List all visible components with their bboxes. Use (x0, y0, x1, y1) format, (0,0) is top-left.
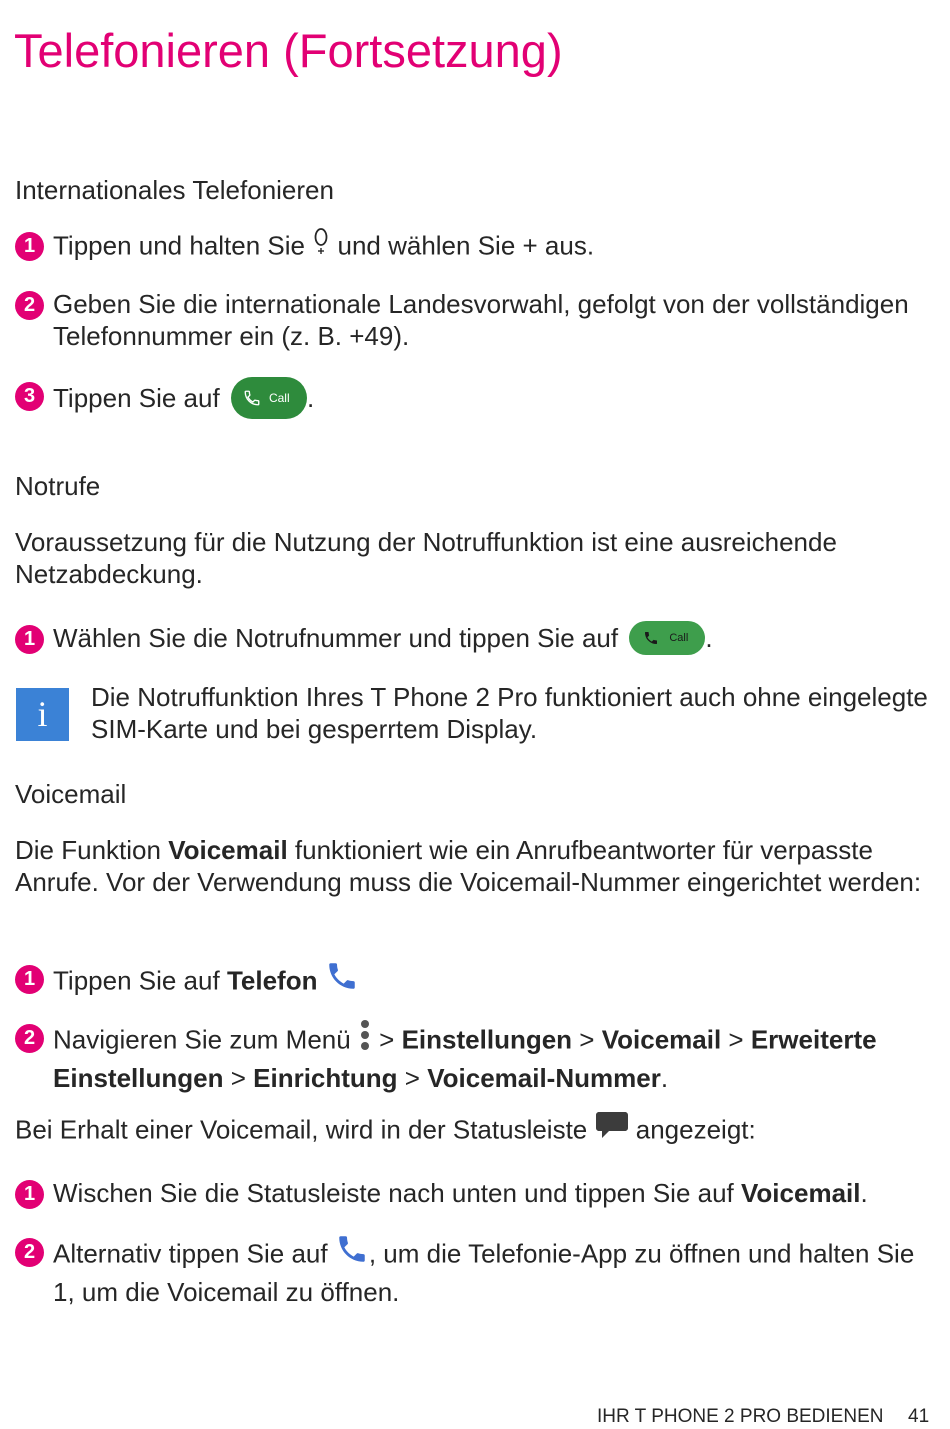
step-text: . (306, 382, 315, 413)
call-button (231, 377, 307, 419)
list-item (15, 622, 935, 657)
step-bold: Einstellungen (401, 1024, 573, 1055)
separator: > (728, 1024, 744, 1055)
paragraph: Voraussetzung für die Nutzung der Notruffunktion ist eine ausreichende Netzabdeckung. (15, 527, 837, 589)
list-item (15, 1235, 935, 1308)
separator: > (230, 1063, 246, 1093)
step-text: . (705, 623, 713, 653)
phone-app-icon (325, 959, 359, 1000)
step-text: Wählen Sie die Notrufnummer und tippen Sie auf (53, 623, 619, 653)
list-item (15, 288, 935, 352)
section-heading-emergency: Notrufe (15, 471, 101, 501)
step-text: Alternativ tippen Sie auf (53, 1238, 328, 1269)
step-text: Geben Sie die internationale Landesvorwahl, gefolgt von der vollständigen Telefonnummer ein (z. B. +49). (53, 289, 909, 351)
call-button-label: Call (268, 391, 290, 405)
step-number: 1 (15, 625, 44, 654)
step-bold: Voicemail (601, 1024, 722, 1055)
step-number: 1 (15, 232, 44, 261)
page-number: 41 (908, 1406, 930, 1427)
info-icon: i (16, 688, 69, 741)
list-item (15, 229, 935, 266)
list-item (15, 962, 935, 1003)
step-text: Navigieren Sie zum Menü (53, 1024, 351, 1055)
step-bold: Einrichtung (253, 1063, 398, 1093)
more-vert-icon (358, 1018, 372, 1059)
section-heading-voicemail: Voicemail (15, 779, 127, 809)
zero-plus-key-icon (312, 226, 330, 263)
step-number: 3 (15, 382, 44, 411)
step-number: 1 (15, 1180, 44, 1209)
call-button-label: Call (669, 632, 689, 645)
paragraph-bold: Voicemail (168, 835, 288, 865)
footer-section: IHR T PHONE 2 PRO BEDIENEN (597, 1406, 884, 1427)
phone-app-icon (335, 1232, 369, 1273)
step-text: und wählen Sie + aus. (337, 230, 595, 261)
phone-icon (243, 389, 261, 407)
list-item (15, 1177, 935, 1209)
paragraph-text: Bei Erhalt einer Voicemail, wird in der Statusleiste (15, 1114, 588, 1145)
info-text: Die Notruffunktion Ihres T Phone 2 Pro funktioniert auch ohne eingelegte SIM-Karte und bei gesperrtem Display. (91, 682, 928, 744)
step-number: 2 (15, 1238, 44, 1267)
paragraph (15, 834, 935, 898)
step-bold: Telefon (226, 965, 318, 996)
step-text: . (860, 1178, 868, 1208)
step-text: Wischen Sie die Statusleiste nach unten und tippen Sie auf (53, 1178, 734, 1208)
step-text: . (660, 1063, 669, 1093)
step-text: Tippen Sie auf (53, 965, 220, 996)
call-button (629, 621, 705, 655)
page-title: Telefonieren (Fortsetzung) (14, 24, 563, 77)
paragraph-text: funktioniert wie ein Anrufbeantworter für verpasste Anrufe. Vor der Verwendung muss die Voicemail-Nummer eingerichtet werden: (15, 835, 922, 897)
phone-icon (643, 630, 659, 646)
step-text: Tippen und halten Sie (53, 230, 306, 261)
paragraph (15, 1113, 935, 1150)
step-text: Tippen Sie auf (53, 382, 220, 413)
step-bold: Erweiterte Einstellungen (53, 1024, 877, 1093)
step-number: 1 (15, 965, 44, 994)
list-item (15, 379, 935, 421)
step-text: , um die Telefonie-App zu öffnen und halten Sie 1, um die Voicemail zu öffnen. (53, 1238, 915, 1307)
step-bold: Voicemail-Nummer (427, 1063, 661, 1093)
section-heading-international: Internationales Telefonieren (15, 175, 334, 205)
separator: > (379, 1024, 395, 1055)
separator: > (404, 1063, 420, 1093)
step-number: 2 (15, 291, 44, 320)
separator: > (579, 1024, 595, 1055)
step-bold: Voicemail (741, 1178, 861, 1208)
step-number: 2 (15, 1024, 44, 1053)
paragraph-text: angezeigt: (635, 1114, 756, 1145)
list-item (15, 1021, 935, 1094)
voicemail-status-icon (595, 1110, 629, 1147)
paragraph-text: Die Funktion (15, 835, 161, 865)
